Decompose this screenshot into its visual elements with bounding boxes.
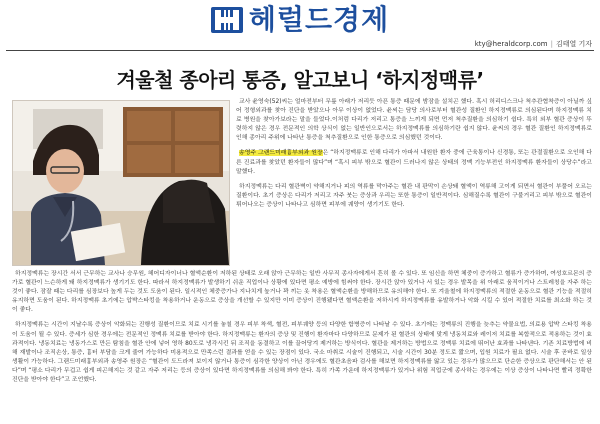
masthead <box>0 0 600 40</box>
paragraph-1: 교사 윤영숙(52)씨는 얼마전부터 무릎 아래가 저리듯 아픈 통증 때문에 밤잠을 설치곤 했다. 혹시 허리디스크나 척추관협착증이 아닐까 싶어 정형외과를 찾아 진단을 받았으나 아무 이상이 없었다. 윤씨는 담당 의사로부터 혈관성 질환인 하지정맥류로 의심된다며 하지정맥류 치료 병원을 찾아가보라는 말을 들었다.이처럼 다리가 저리고 통증을 느끼게 되면 먼저 척추질환을 의심하기 쉽다. 특히 외부 혈관 증상이 뚜렷하지 않은 경우 전문적인 의학 상식이 없는 일반인으로서는 하지정맥류를 의심하기란 쉽지 않다. 윤씨의 경우 혈관 질환인 하지정맥류로 인해 종아리 주위에 나타난 통증을 척추질환으로 인한 통증으로 의심했던 것이다. <box>236 99 592 142</box>
herald-logo-icon <box>211 7 243 33</box>
article-column <box>236 98 592 216</box>
doctor-consultation-photo-icon <box>13 101 229 265</box>
highlighted-source: 송영주 그랜드미래흉부외과 원장 <box>239 150 323 157</box>
article-body-lower <box>12 270 592 391</box>
paragraph-2-body: 은 “하지정맥류로 인해 다리가 아파서 내원한 환자 중에 근육통이나 신경통, 또는 관절질환으로 오인해 다른 진료과를 찾았던 환자들이 많다”며 “혹시 피부 밖으로 혈관이 드러나지 않은 상태의 정맥 기능부전인 하지정맥류 환자들이 상당수”라고 말했다. <box>236 150 592 175</box>
author-name: 김태열 기자 <box>555 40 592 48</box>
paragraph-3: 하지정맥류는 다리 혈관벽이 약해지거나 피의 역류를 막아주는 혈관 내 판막이 손상돼 혈액이 역류해 고이게 되면서 혈관이 부풀어 오르는 질환이다. 초기 증상은 다리가 저리고 자주 붓는 증상과 우리는 또한 통증이 일반적이다. 심해질수록 혈관이 구불거리고 피부 밖으로 혈관이 튀어나오는 증상이 나타나고 심하면 피부에 궤양이 생기기도 한다. <box>236 183 592 208</box>
byline: kty@heraldcorp.com | 김태열 기자 <box>474 40 592 48</box>
paragraph-2 <box>236 149 592 176</box>
paragraph-5: 하지정맥류는 시간이 지날수록 증상이 악화되는 진행성 질환이므로 치료 시기를 놓칠 경우 피부 착색, 혈전, 피부궤양 등의 다양한 합병증이 나타날 수 있다. 초기에는 정맥류의 진행을 늦추는 약물요법, 의료용 압박 스타킹 착용이 도움이 될 수 있다. 증세가 심한 경우에는 전문적인 정맥류 치료를 받아야 한다. 하지정맥류는 환자의 증상 및 진행이 환자마다 다양하므로 문제가 된 혈관의 상태에 맞게 냉동치료와 레이저 치료를 복합적으로 적용하는 것이 효과적이다. 냉동치료는 냉동가스로 만든 탐침을 혈관 안에 넣어 영하 80도로 냉각시킨 뒤 조직을 동결하고 이를 끌어당겨 제거하는 방식이다. 혈관을 제거하는 방법으로 정맥류 치료에 뛰어난 효과를 나타낸다. 기존 치료방법에 비해 재발이나 조직손상, 통증, 흉터 부담을 크게 줄여 가능하다 미용적으로 만족스런 결과를 얻을 수 있는 장점이 있다. 국소 마취로 시술이 진행되고, 시술 시간이 30분 정도로 짧으며, 입원 치료가 필요 없다. 시술 후 곧바로 일상생활이 가능하다. 그랜드미래흉부외과 송영주 원장은 “혈관이 도드라져 보이지 않거나 통증이 심각한 양상이 아닌 경우에도 혈관초음파 검사를 해보면 하지정맥류를 앓고 있는 경우가 많으므로 단순한 증상으로 판단해서는 안 된다”며 “평소 다리가 무겁고 쉽게 피곤해지는 것 같고 자주 저리는 등의 증상이 있다면 하지정맥류를 의심해 봐야 한다. 특히 가족 가운데 하지정맥류가 있거나 위험 직업군에 종사하는 경우에는 이상 증상이 나타나면 빨리 정확한 진단을 받아야 한다”고 조언했다. <box>12 322 592 384</box>
paragraph-4: 하지정맥류는 장시간 서서 근무하는 교사나 승무원, 헤어디자이너나 혈액순환이 저하된 상태로 오래 앉아 근무하는 일반 사무직 종사자에게서 흔히 볼 수 있다. 또 임신을 하면 체중이 증가하고 혈류가 증가하며, 여성호르몬의 증가로 혈관이 느슨하게 돼 하지정맥류가 생기기도 한다. 따라서 하지정맥류가 발생하기 쉬운 직업이나 상황에 있다면 평소 예방에 힘써야 한다. 장시간 앉아 있거나 서 있는 경우 발목을 위 아래로 움직이거나 스트레칭을 자주 하는 것이 좋다. 잠잘 때는 다리를 심장보다 높게 두는 것도 도움이 된다. 일시적인 체중증가나 지나치게 높거나 꽉 끼는 옷 착용은 혈액순환을 방해하므로 유의해야 한다. 또 겨울철에 하지정맥류의 적절한 운동으로 혈관 기능을 적절히 유지하면 도움이 된다. 하지정맥류 초기에는 압박스타킹을 착용하거나 운동으로 증상을 개선할 수 있지만 이미 증상이 진행됐다면 혈액순환을 저하시켜 하지정맥류를 유발하거나 악화 시킬 수 있어 적절한 치료를 최소화 하는 것이 좋다. <box>12 271 592 314</box>
author-email[interactable]: kty@heraldcorp.com <box>474 40 548 48</box>
article-photo <box>12 100 230 266</box>
brand-name: 헤럴드경제 <box>248 3 390 36</box>
top-divider <box>6 50 594 51</box>
article-headline: 겨울철 종아리 통증, 알고보니 ‘하지정맥류’ <box>116 68 484 92</box>
